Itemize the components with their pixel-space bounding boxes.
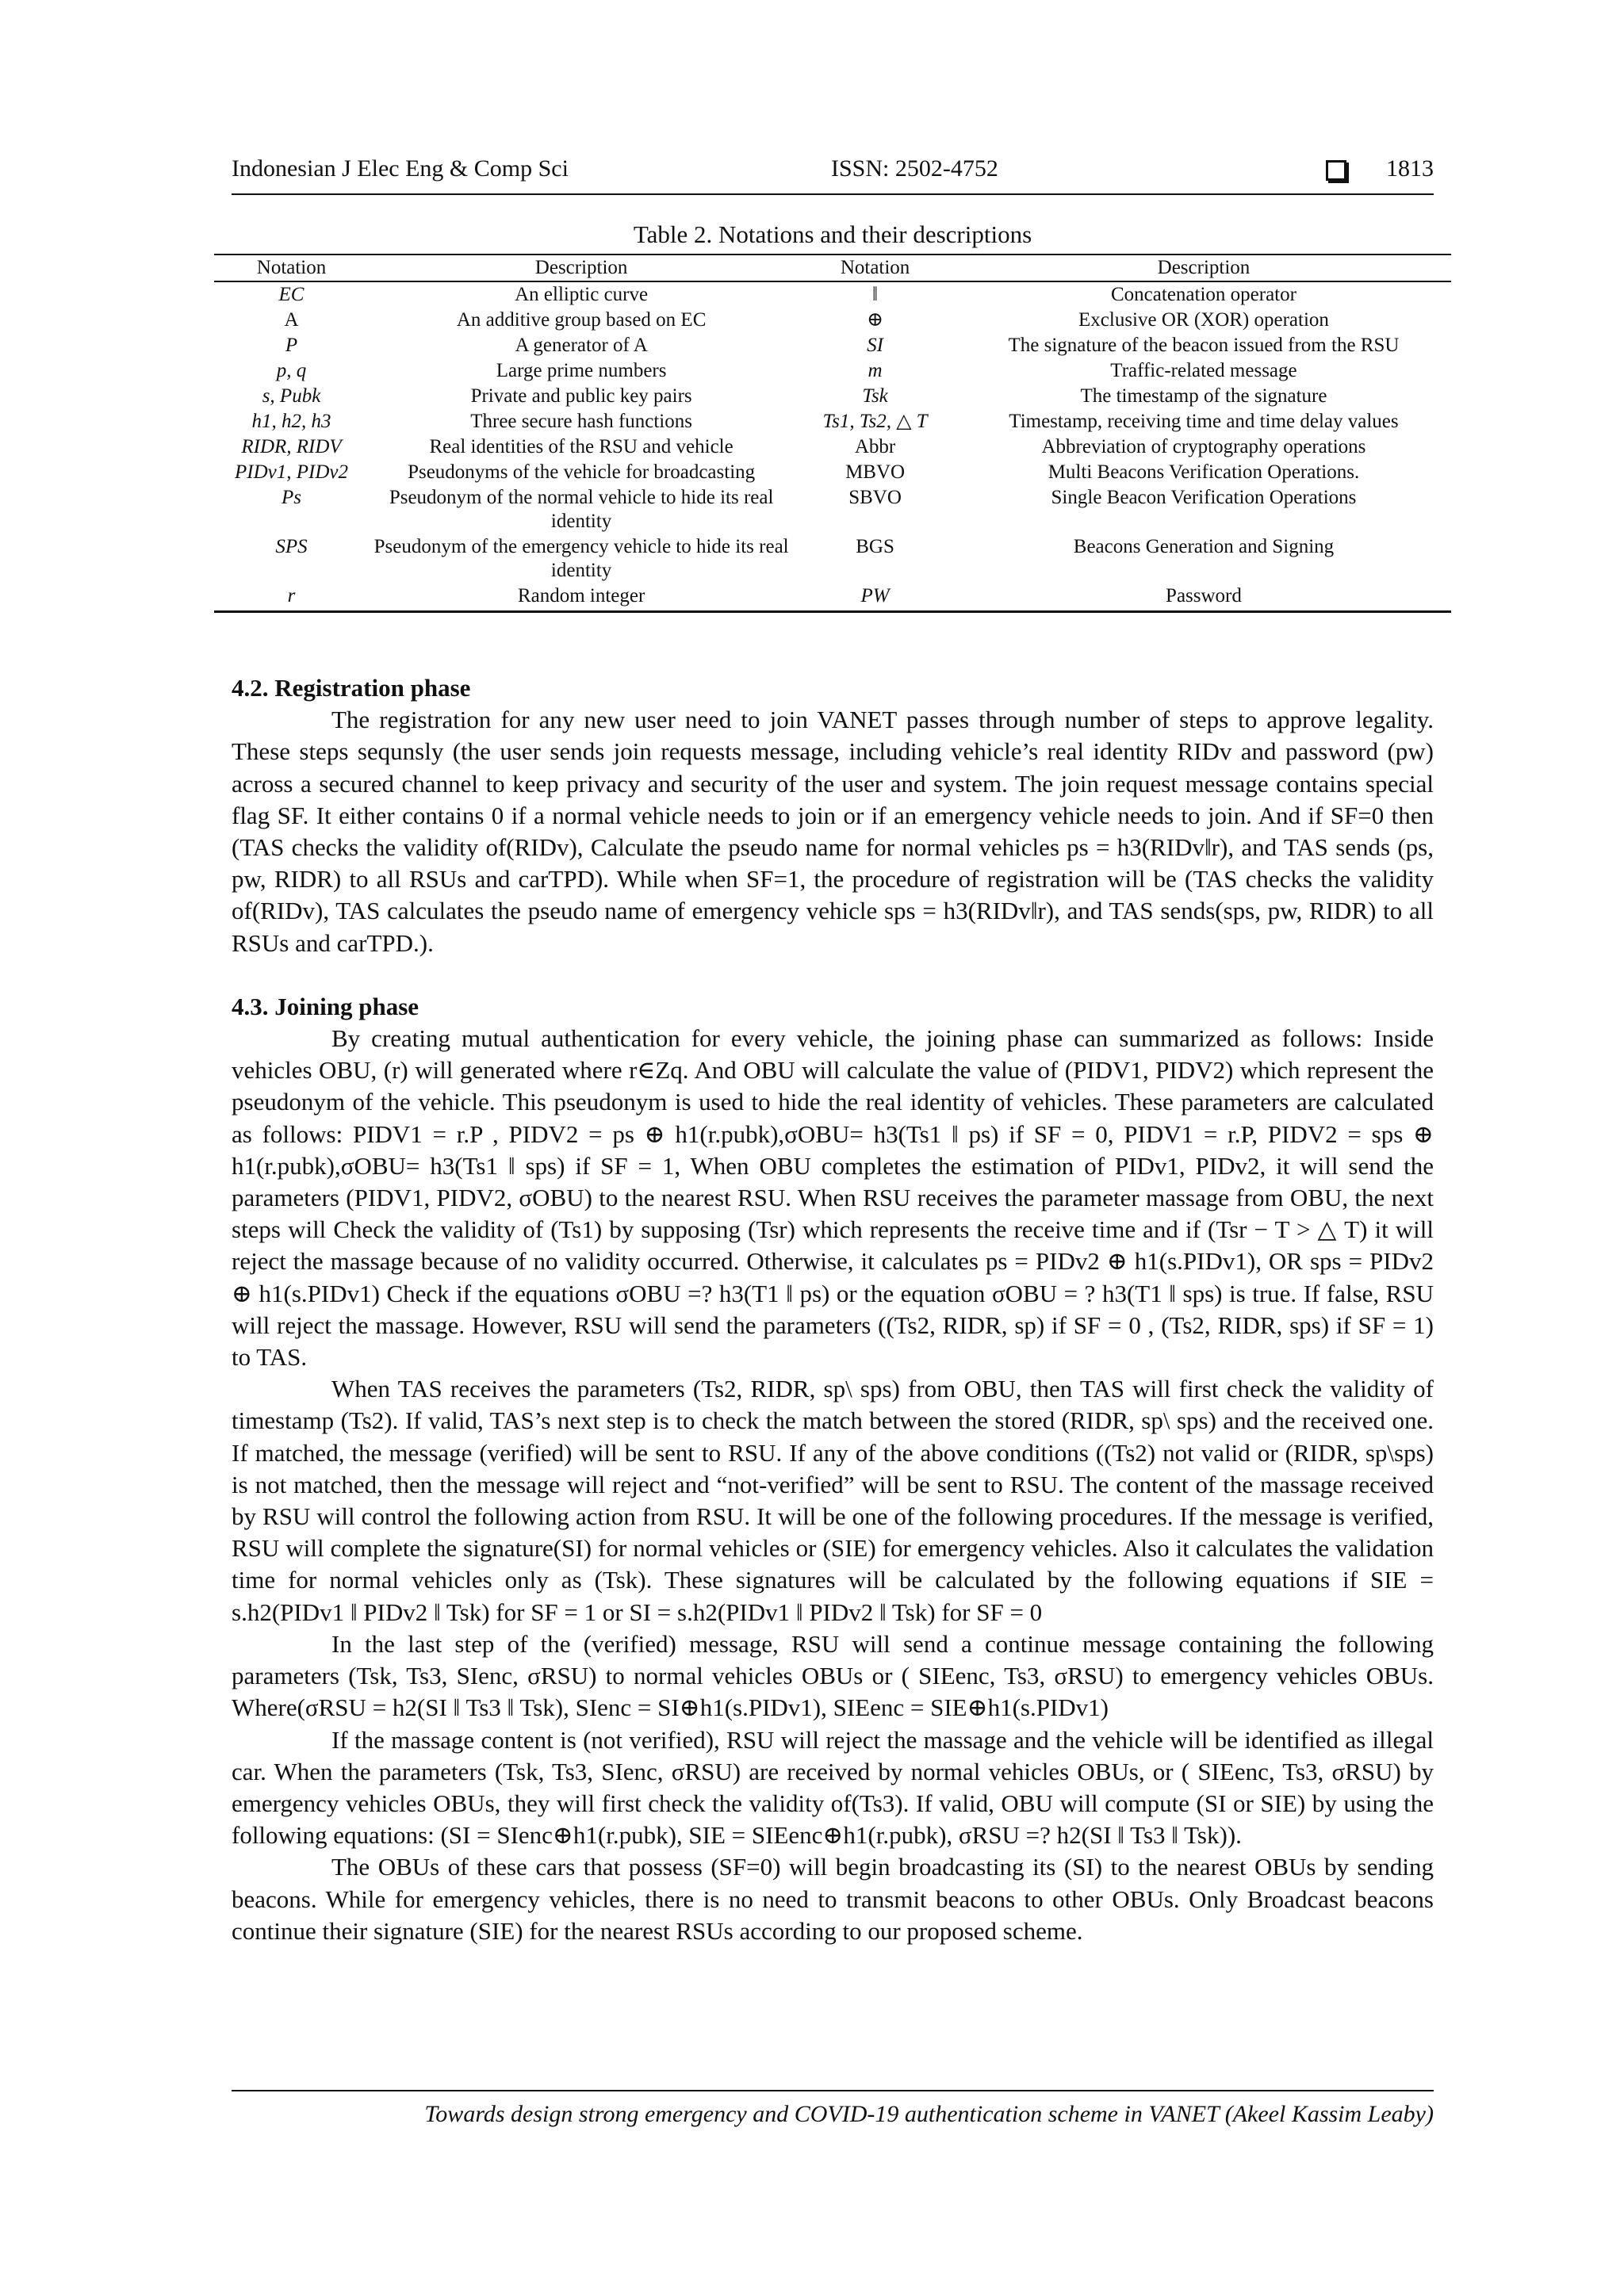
- table-header-row: [214, 254, 1451, 281]
- notation-cell: A: [284, 309, 299, 331]
- page-number: 1813: [1386, 155, 1434, 182]
- paragraph: When TAS receives the parameters (Ts2, RIDR, sp\ sps) from OBU, then TAS will first check the validity of timestamp (Ts2). If valid, TAS’s next step is to check the match between the stored (RIDR, sp\ sps) and the received one. If matched, the message (verified) will be sent to RSU. If any of the above conditions ((Ts2) not valid or (RIDR, sp\sps) is not matched, then the message will reject and “not-verified” will be sent to RSU. The content of the massage received by RSU will control the following action from RSU. It will be one of the following procedures. If the message is verified, RSU will complete the signature(SI) for normal vehicles or (SIE) for emergency vehicles. Also it calculates the validation time for normal vehicles only as (Tsk). These signatures will be calculated by the following equations if SIE = s.h2(PIDv1 ‖ PIDv2 ‖ Tsk) for SF = 1 or SI = s.h2(PIDv1 ‖ PIDv2 ‖ Tsk) for SF = 0: [232, 1375, 1434, 1626]
- description-cell: Single Beacon Verification Operations: [1051, 487, 1357, 508]
- description-cell: An additive group based on EC: [456, 309, 707, 331]
- table-row: [214, 308, 1451, 333]
- checkbox-square-icon: [1326, 160, 1346, 181]
- column-header: Notation: [214, 254, 369, 281]
- notation-cell: p, q: [276, 360, 307, 381]
- notation-cell: PW: [794, 584, 956, 612]
- description-cell: The signature of the beacon issued from the RSU: [1008, 335, 1400, 356]
- description-cell: Exclusive OR (XOR) operation: [1078, 309, 1329, 331]
- column-header: Description: [956, 254, 1451, 281]
- notation-cell: MBVO: [845, 461, 906, 483]
- description-cell: Traffic-related message: [1110, 360, 1297, 381]
- description-cell: Pseudonyms of the vehicle for broadcasting: [408, 461, 756, 483]
- notation-cell: s, Pubk: [262, 385, 321, 407]
- table-row: [214, 384, 1451, 409]
- description-cell: Pseudonym of the normal vehicle to hide its real identity: [389, 487, 774, 532]
- running-header: [232, 155, 1434, 190]
- paragraph: In the last step of the (verified) message, RSU will send a continue message containing the following parameters (Tsk, Ts3, SIenc, σRSU) to normal vehicles OBUs or ( SIEenc, Ts3, σRSU) to emergency vehicles OBUs. Where(σRSU = h2(SI ‖ Ts3 ‖ Tsk), SIenc = SI⊕h1(s.PIDv1), SIEenc = SIE⊕h1(s.PIDv1): [232, 1629, 1434, 1722]
- table-row: [214, 358, 1451, 384]
- notation-cell: r: [214, 584, 369, 612]
- notation-cell: ⊕: [867, 309, 884, 331]
- notation-cell: BGS: [856, 536, 894, 557]
- table-row: [214, 434, 1451, 460]
- journal-name: Indonesian J Elec Eng & Comp Sci: [232, 155, 569, 182]
- running-footer: Towards design strong emergency and COVID-19 authentication scheme in VANET (Akeel Kassim Leaby): [424, 2101, 1434, 2127]
- notation-cell: EC: [278, 284, 304, 305]
- section-heading-registration: 4.2. Registration phase: [232, 674, 471, 702]
- description-cell: Real identities of the RSU and vehicle: [429, 436, 733, 457]
- description-cell: The timestamp of the signature: [1080, 385, 1327, 407]
- description-cell: An elliptic curve: [515, 284, 649, 305]
- description-cell: Beacons Generation and Signing: [1073, 536, 1335, 557]
- table-caption: Table 2. Notations and their descriptions: [633, 220, 1032, 248]
- description-cell: Abbreviation of cryptography operations: [1041, 436, 1366, 457]
- table-row: [214, 485, 1451, 534]
- paragraph: The OBUs of these cars that possess (SF=0) will begin broadcasting its (SI) to the nearest OBUs by sending beacons. While for emergency vehicles, there is no need to transmit beacons to other OBUs. Only Broadcast beacons continue their signature (SIE) for the nearest RSUs according to our proposed scheme.: [232, 1853, 1434, 1945]
- notations-table: [214, 254, 1451, 613]
- notation-cell: SPS: [275, 536, 308, 557]
- body-text: [232, 672, 1434, 1947]
- description-cell: Password: [956, 584, 1451, 612]
- description-cell: Timestamp, receiving time and time delay values: [1009, 411, 1399, 432]
- notation-cell: Abbr: [854, 436, 896, 457]
- description-cell: Private and public key pairs: [470, 385, 692, 407]
- footer-rule: [232, 2090, 1434, 2091]
- description-cell: Large prime numbers: [496, 360, 667, 381]
- table-row: [214, 409, 1451, 434]
- table-row: [214, 460, 1451, 485]
- table-row: [214, 281, 1451, 308]
- header-rule: [232, 193, 1434, 195]
- notation-cell: PIDv1, PIDv2: [235, 461, 349, 483]
- notation-cell: h1, h2, h3: [251, 411, 331, 432]
- paragraph: The registration for any new user need to join VANET passes through number of steps to approve legality. These steps sequnsly (the user sends join requests message, including vehicle’s real identity RIDv and password (pw) across a secured channel to keep privacy and security of the user and system. The join request message contains special flag SF. It either contains 0 if a normal vehicle needs to join or if an emergency vehicle needs to join. And if SF=0 then (TAS checks the validity of(RIDv), Calculate the pseudo name for normal vehicles ps = h3(RIDv‖r), and TAS sends (ps, pw, RIDR) to all RSUs and carTPD). While when SF=1, the procedure of registration will be (TAS checks the validity of(RIDv), TAS calculates the pseudo name of emergency vehicle sps = h3(RIDv‖r), and TAS sends(sps, pw, RIDR) to all RSUs and carTPD.).: [232, 706, 1434, 957]
- notation-cell: P: [285, 335, 298, 356]
- column-header: Notation: [794, 254, 956, 281]
- issn: ISSN: 2502-4752: [831, 155, 998, 182]
- table-row: [214, 534, 1451, 584]
- notation-cell: ‖: [872, 284, 879, 305]
- section-heading-joining: 4.3. Joining phase: [232, 992, 419, 1020]
- description-cell: Concatenation operator: [1111, 284, 1297, 305]
- notation-cell: Tsk: [862, 385, 888, 407]
- section-gap: [232, 959, 1434, 991]
- paragraph: If the massage content is (not verified), RSU will reject the massage and the vehicle will be identified as illegal car. When the parameters (Tsk, Ts3, SIenc, σRSU) are received by normal vehicles OBUs, or ( SIEenc, Ts3, σRSU) by emergency vehicles OBUs, they will first check the validity of(Ts3). If valid, OBU will compute (SI or SIE) by using the following equations: (SI = SIenc⊕h1(r.pubk), SIE = SIEenc⊕h1(r.pubk), σRSU =? h2(SI ‖ Ts3 ‖ Tsk)).: [232, 1725, 1434, 1850]
- paragraph: By creating mutual authentication for every vehicle, the joining phase can summarized as follows: Inside vehicles OBU, (r) will generated where r∈Zq. And OBU will calculate the value of (PIDV1, PIDV2) which represent the pseudonym of the vehicle. This pseudonym is used to hide the real identity of vehicles. These parameters are calculated as follows: PIDV1 = r.P , PIDV2 = ps ⊕ h1(r.pubk),σOBU= h3(Ts1 ‖ ps) if SF = 0, PIDV1 = r.P, PIDV2 = sps ⊕ h1(r.pubk),σOBU= h3(Ts1 ‖ sps) if SF = 1, When OBU completes the estimation of PIDv1, PIDv2, it will send the parameters (PIDV1, PIDV2, σOBU) to the nearest RSU. When RSU receives the parameter massage from OBU, the next steps will Check the validity of (Ts1) by supposing (Tsr) which represents the receive time and if (Tsr − T > △ T) it will reject the massage because of no validity occurred. Otherwise, it calculates ps = PIDv2 ⊕ h1(s.PIDv1), OR sps = PIDv2 ⊕ h1(s.PIDv1) Check if the equations σOBU =? h3(T1 ‖ ps) or the equation σOBU = ? h3(T1 ‖ sps) is true. If false, RSU will reject the massage. However, RSU will send the parameters ((Ts2, RIDR, sp) if SF = 0 , (Ts2, RIDR, sps) if SF = 1) to TAS.: [232, 1024, 1434, 1372]
- description-cell: Multi Beacons Verification Operations.: [1048, 461, 1360, 483]
- column-header: Description: [369, 254, 794, 281]
- notation-cell: m: [868, 360, 883, 381]
- description-cell: A generator of A: [515, 335, 648, 356]
- description-cell: Three secure hash functions: [470, 411, 692, 432]
- table-row: [214, 333, 1451, 358]
- notation-cell: SBVO: [848, 487, 902, 508]
- notation-cell: SI: [867, 335, 883, 356]
- table-row: [214, 584, 1451, 612]
- notation-cell: Ps: [282, 487, 302, 508]
- notation-cell: RIDR, RIDV: [241, 436, 342, 457]
- description-cell: Random integer: [369, 584, 794, 612]
- description-cell: Pseudonym of the emergency vehicle to hide its real identity: [373, 536, 789, 581]
- notation-cell: Ts1, Ts2, △ T: [822, 411, 928, 432]
